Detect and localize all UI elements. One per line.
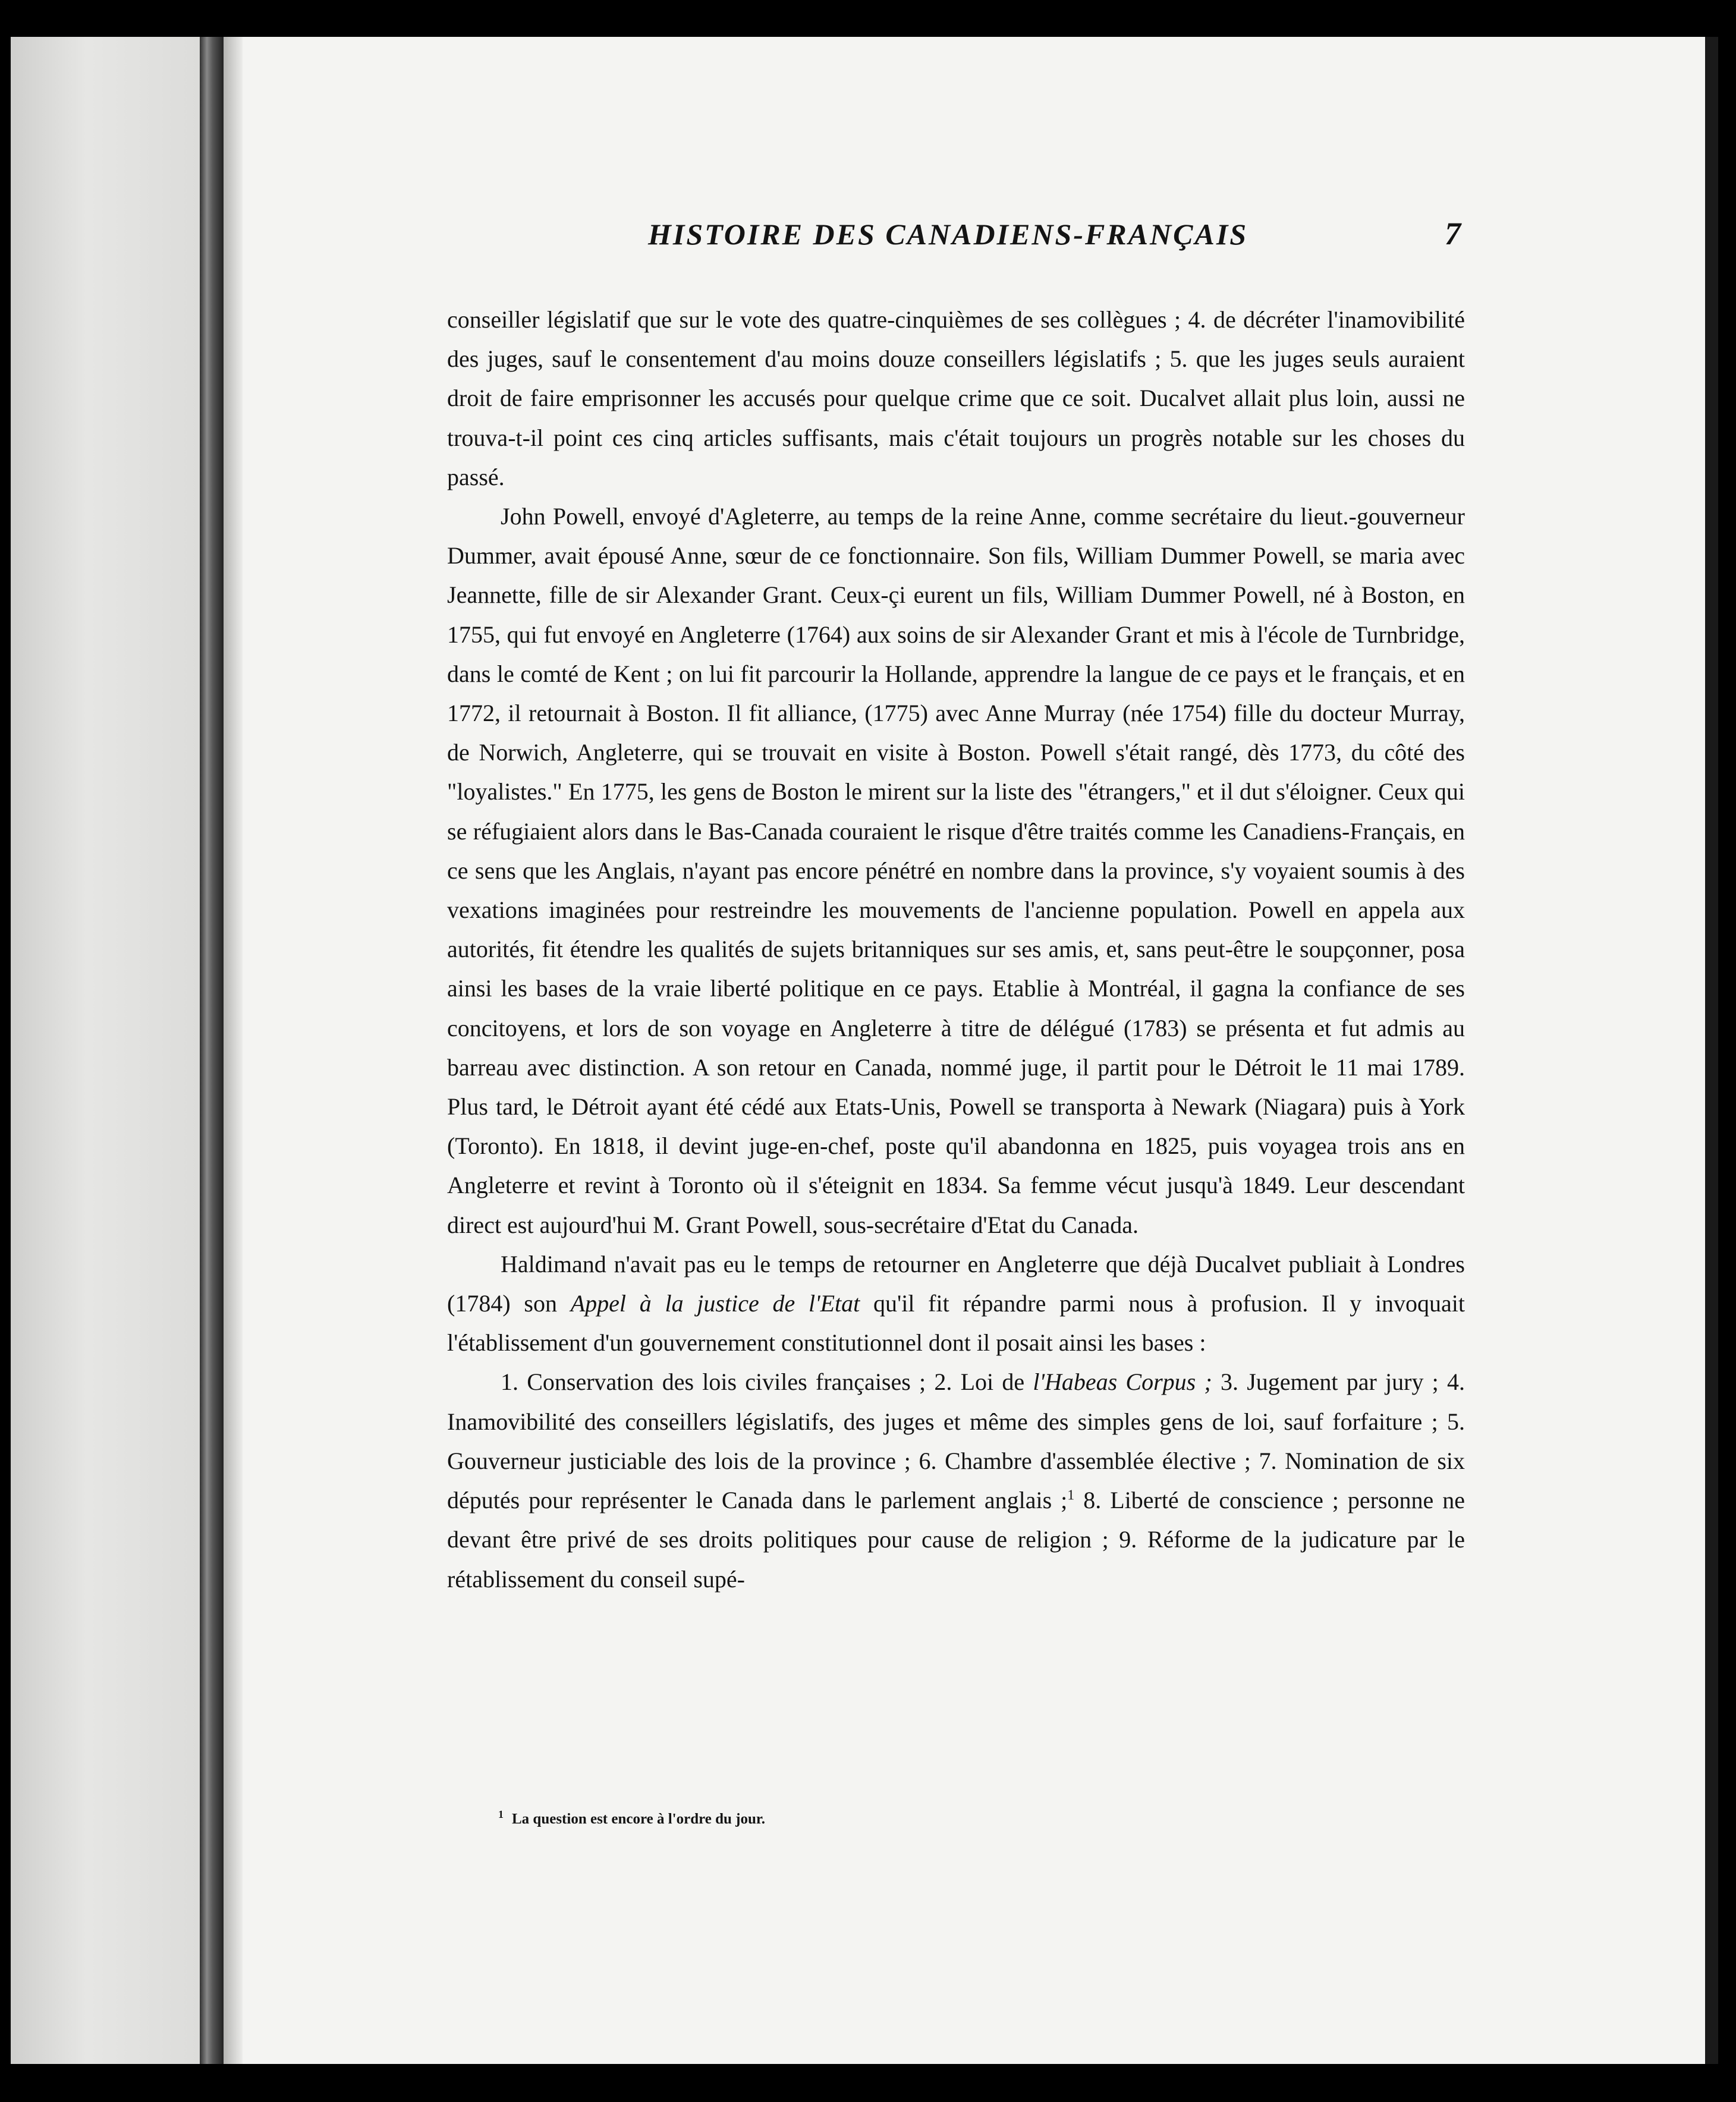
paragraph-list-of-bases [447, 1362, 1465, 1598]
facing-page-edge [11, 37, 201, 2064]
paragraph-text: Haldimand n'avait pas eu le temps de retourner en Angleterre que déjà Ducalvet publiait à Londres (1784) son [447, 1250, 1465, 1317]
paragraph-text: 1. Conservation des lois civiles françaises ; 2. Loi de [501, 1368, 1033, 1396]
paragraph-haldimand [447, 1245, 1465, 1363]
book-binding [200, 37, 224, 2064]
footnote [498, 1808, 765, 1827]
footnote-reference: 1 [1067, 1487, 1075, 1503]
paragraph-text: 8. Liberté de conscience ; personne ne devant être privé de ses droits politiques pour cause de religion ; 9. Réforme de la judicature par le rétablissement du conseil supé- [447, 1487, 1465, 1593]
book-title-appel: Appel à la justice de l'Etat [570, 1290, 860, 1317]
binding-shadow [224, 37, 243, 2064]
page-right-edge [1705, 37, 1718, 2064]
page-number: 7 [1445, 216, 1461, 251]
footnote-marker: 1 [498, 1808, 504, 1820]
habeas-corpus-title: l'Habeas Corpus ; [1033, 1368, 1212, 1396]
running-header-title: HISTOIRE DES CANADIENS-FRANÇAIS [648, 218, 1248, 251]
footnote-text: La question est encore à l'ordre du jour. [512, 1811, 765, 1827]
body-text [447, 300, 1465, 1599]
paragraph-text: qu'il fit répandre parmi nous à profusion. Il y invoquait l'établissement d'un gouvernement constitutionnel dont il posait ainsi les bases : [447, 1290, 1465, 1357]
paragraph-text: 3. Jugement par jury ; 4. Inamovibilité des conseillers législatifs, des juges et même des simples gens de loi, sauf forfaiture ; 5. Gouverneur justiciable des lois de la province ; 6. Chambre d'assemblée élective ; 7. Nomination de six députés pour représenter le Canada dans le parlement anglais ; [447, 1368, 1465, 1514]
paragraph-continuation: conseiller législatif que sur le vote des quatre-cinquièmes de ses collègues ; 4. de décréter l'inamovibilité des juges, sauf le consentement d'au moins douze conseillers législatifs ; 5. que les juges seuls auraient droit de faire emprisonner les accusés pour quelque crime que ce soit. Ducalvet allait plus loin, aussi ne trouva-t-il point ces cinq articles suffisants, mais c'était toujours un progrès notable sur les choses du passé. [447, 306, 1465, 490]
paragraph-powell: John Powell, envoyé d'Agleterre, au temps de la reine Anne, comme secrétaire du lieut.-gouverneur Dummer, avait épousé Anne, sœur de ce fonctionnaire. Son fils, William Dummer Powell, se maria avec Jeannette, fille de sir Alexander Grant. Ceux-çi eurent un fils, William Dummer Powell, né à Boston, en 1755, qui fut envoyé en Angleterre (1764) aux soins de sir Alexander Grant et mis à l'école de Turnbridge, dans le comté de Kent ; on lui fit parcourir la Hollande, apprendre la langue de ce pays et le français, et en 1772, il retournait à Boston. Il fit alliance, (1775) avec Anne Murray (née 1754) fille du docteur Murray, de Norwich, Angleterre, qui se trouvait en visite à Boston. Powell s'était rangé, dès 1773, du côté des "loyalistes." En 1775, les gens de Boston le mirent sur la liste des "étrangers," et il dut s'éloigner. Ceux qui se réfugiaient alors dans le Bas-Canada couraient le risque d'être traités comme les Canadiens-Français, en ce sens que les Anglais, n'ayant pas encore pénétré en nombre dans la province, s'y voyaient soumis à des vexations imaginées pour restreindre les mouvements de l'ancienne population. Powell en appela aux autorités, fit étendre les qualités de sujets britanniques sur ses amis, et, sans peut-être le soupçonner, posa ainsi les bases de la vraie liberté politique en ce pays. Etablie à Montréal, il gagna la confiance de ses concitoyens, et lors de son voyage en Angleterre à titre de délégué (1783) se présenta et fut admis au barreau avec distinction. A son retour en Canada, nommé juge, il partit pour le Détroit le 11 mai 1789. Plus tard, le Détroit ayant été cédé aux Etats-Unis, Powell se transporta à Newark (Niagara) puis à York (Toronto). En 1818, il devint juge-en-chef, poste qu'il abandonna en 1825, puis voyagea trois ans en Angleterre et revint à Toronto où il s'éteignit en 1834. Sa femme vécut jusqu'à 1849. Leur descendant direct est aujourd'hui M. Grant Powell, sous-secrétaire d'Etat du Canada. [447, 503, 1465, 1238]
